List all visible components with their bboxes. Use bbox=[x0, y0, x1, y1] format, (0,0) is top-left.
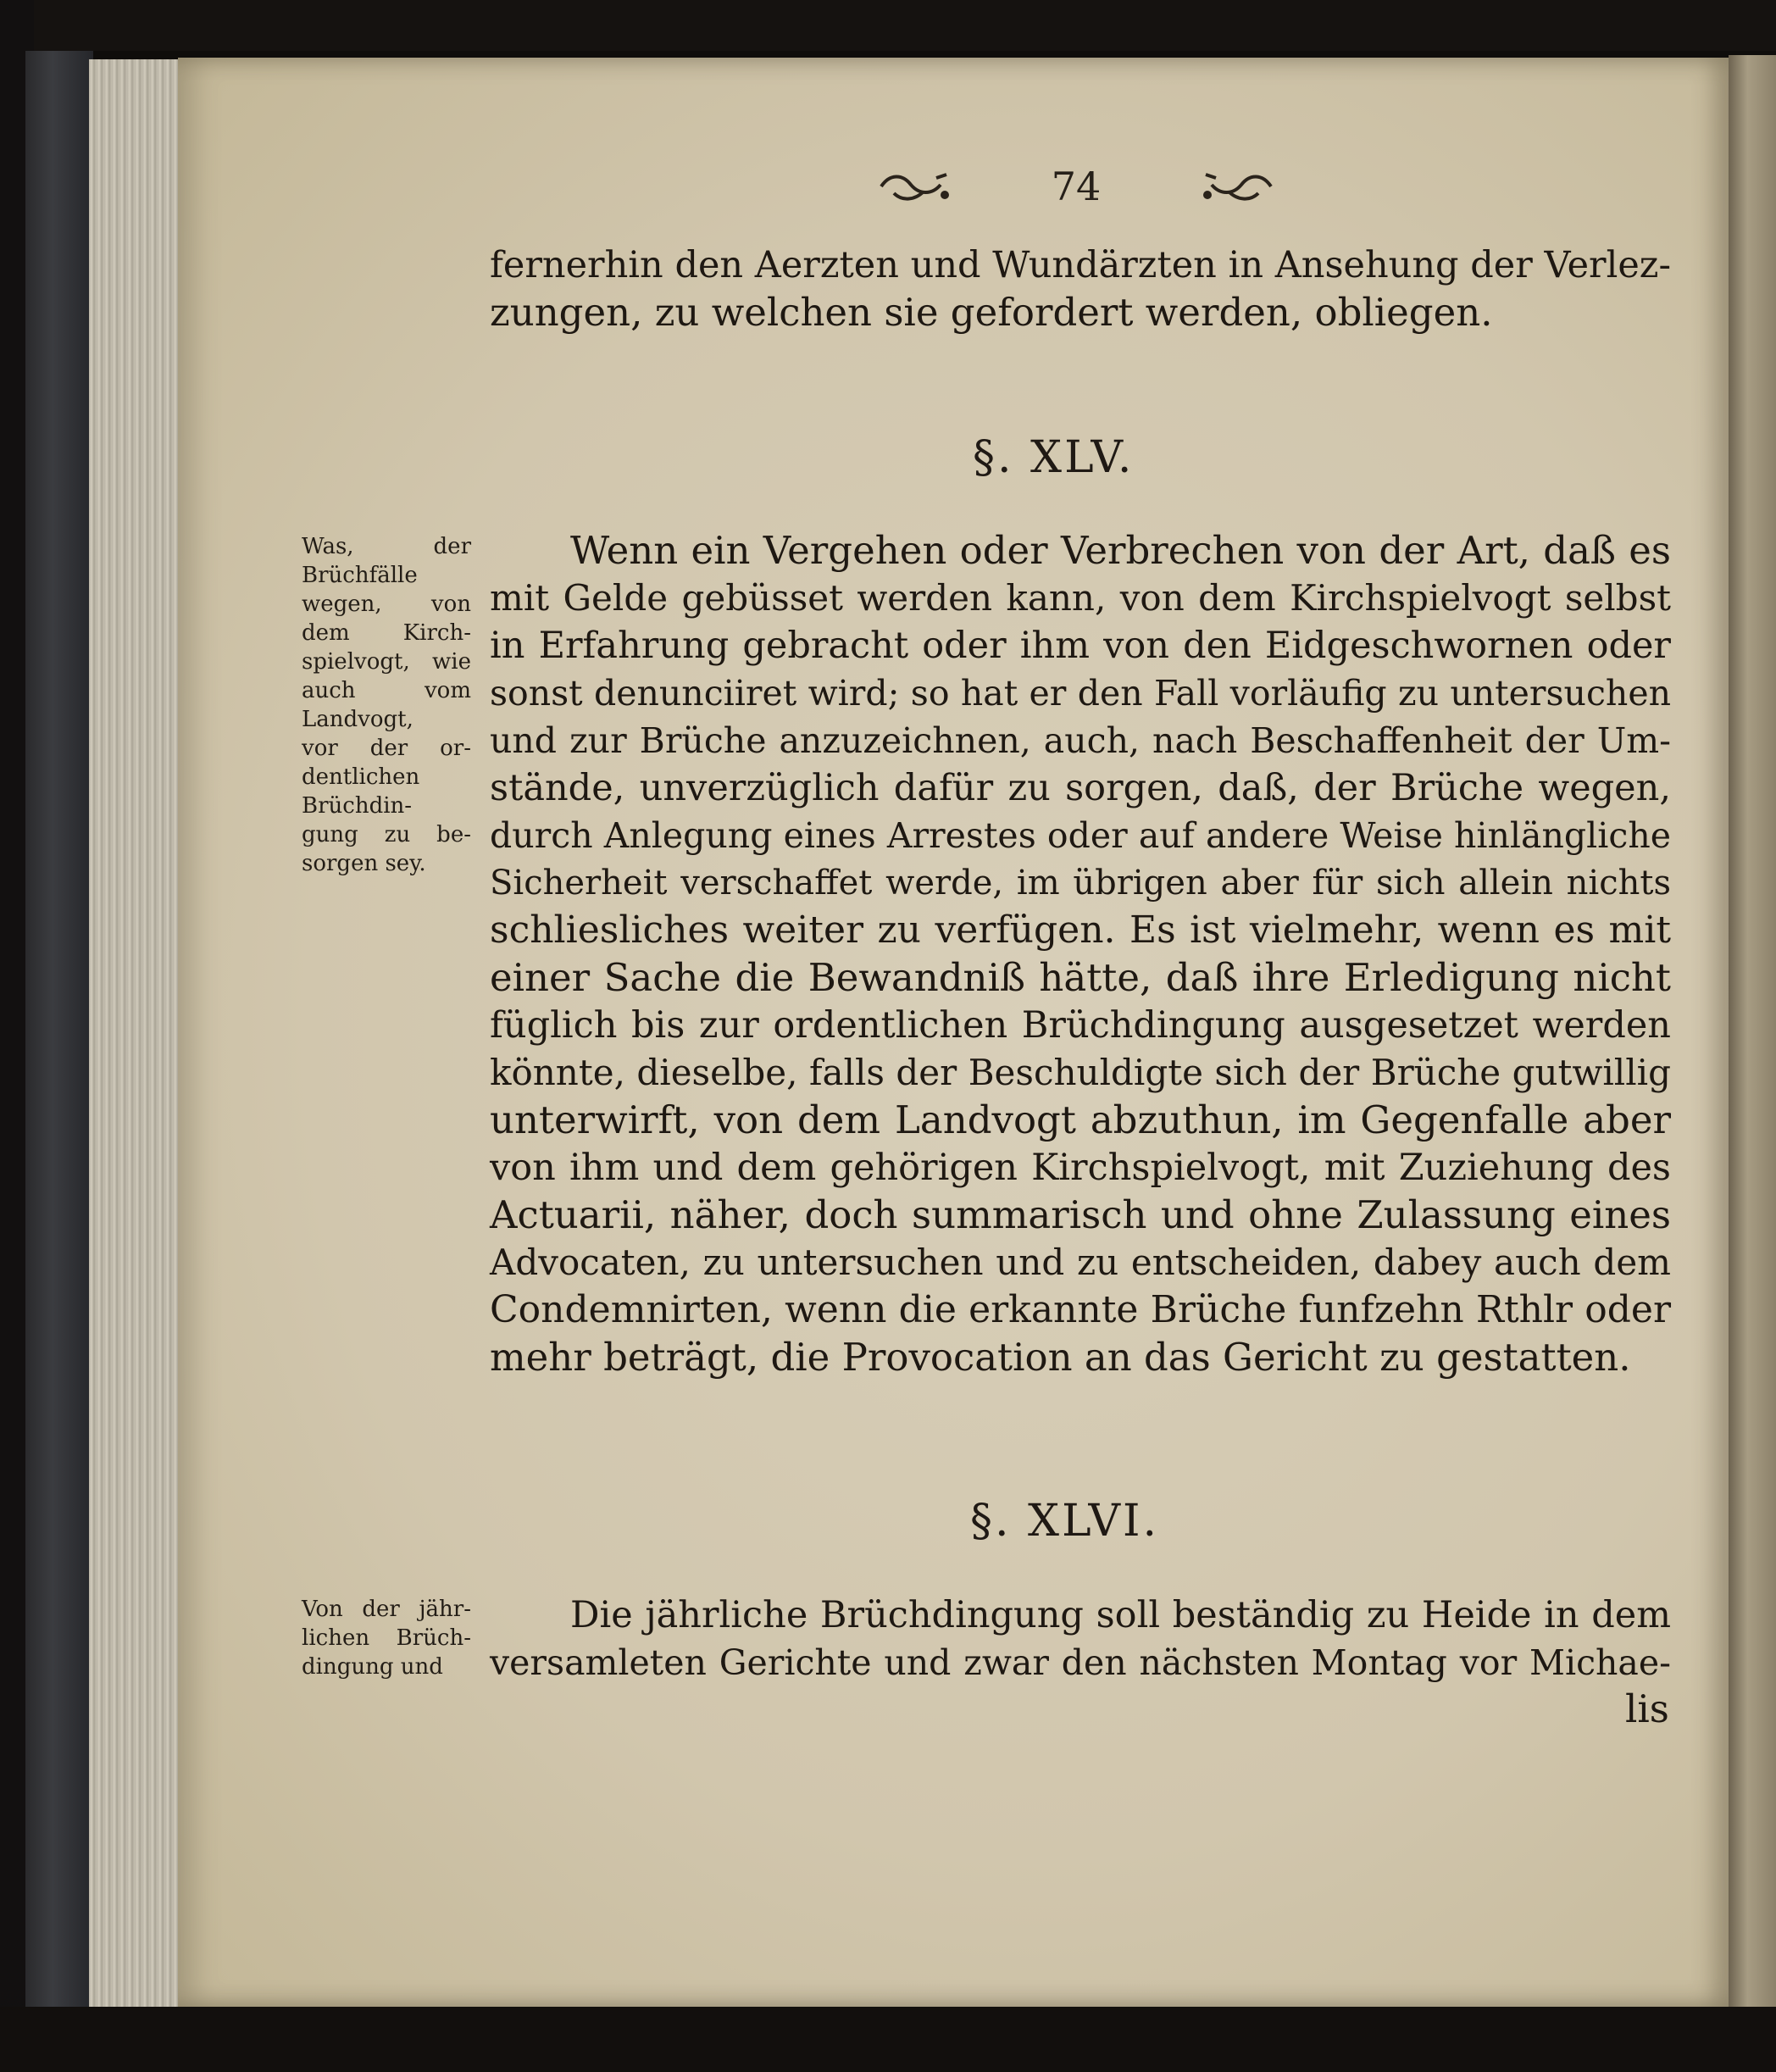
scan-frame-top bbox=[0, 0, 1776, 51]
marginal-note-xlvi bbox=[302, 1595, 471, 1681]
marginal-line: vor der or- bbox=[302, 736, 471, 761]
text-line: Condemnirten, wenn die erkannte Brüche funfzehn Rthlr oder bbox=[490, 1288, 1671, 1331]
section-title-xlvi: §. XLVI. bbox=[970, 1496, 1160, 1547]
text-line: und zur Brüche anzuzeichnen, auch, nach Beschaffenheit der Um- bbox=[490, 720, 1671, 761]
marginal-line: Brüchfälle bbox=[302, 563, 418, 588]
marginal-line: sorgen sey. bbox=[302, 851, 426, 876]
text-line: versamleten Gerichte und zwar den nächsten Montag vor Michae- bbox=[490, 1642, 1671, 1683]
text-line: durch Anlegung eines Arrestes oder auf andere Weise hinlängliche bbox=[490, 815, 1671, 856]
catchword: lis bbox=[1625, 1686, 1669, 1731]
page-number: 74 bbox=[1051, 164, 1102, 209]
marginal-line: dem Kirch- bbox=[302, 620, 471, 646]
paragraph-xlv bbox=[490, 527, 1671, 1381]
text-line: Wenn ein Vergehen oder Verbrechen von der Art, daß es bbox=[570, 528, 1671, 573]
text-line: könnte, dieselbe, falls der Beschuldigte sich der Brüche gutwillig bbox=[490, 1052, 1671, 1093]
text-line: schliesliches weiter zu verfügen. Es ist vielmehr, wenn es mit bbox=[490, 908, 1671, 952]
text-line: sonst denunciiret wird; so hat er den Fall vorläufig zu untersuchen bbox=[490, 673, 1671, 714]
book-binding bbox=[25, 51, 93, 2030]
text-line: in Erfahrung gebracht oder ihm von den Eidgeschwornen oder bbox=[490, 625, 1671, 667]
paragraph-xlvi bbox=[490, 1591, 1671, 1686]
marginal-note-xlv bbox=[302, 532, 471, 878]
text-line: unterwirft, von dem Landvogt abzuthun, im Gegenfalle aber bbox=[490, 1097, 1671, 1142]
marginal-line: gung zu be- bbox=[302, 822, 471, 847]
running-header bbox=[877, 157, 1275, 216]
text-line: mit Gelde gebüsset werden kann, von dem Kirchspielvogt selbst bbox=[490, 577, 1671, 619]
text-line: zungen, zu welchen sie gefordert werden, obliegen. bbox=[490, 290, 1493, 335]
marginal-line: Landvogt, bbox=[302, 707, 413, 732]
right-ornament-icon bbox=[1199, 169, 1275, 203]
text-line: Sicherheit verschaffet werde, im übrigen aber für sich allein nichts bbox=[490, 864, 1671, 903]
scan-frame-bottom bbox=[0, 2007, 1776, 2072]
section-title-xlv: §. XLV. bbox=[973, 432, 1135, 483]
marginal-line: dentlichen bbox=[302, 764, 420, 790]
text-line: einer Sache die Bewandniß hätte, daß ihre Erledigung nicht bbox=[490, 955, 1671, 1000]
text-line: füglich bis zur ordentlichen Brüchdingung ausgesetzet werden bbox=[490, 1004, 1671, 1047]
text-line: Advocaten, zu untersuchen und zu entscheiden, dabey auch dem bbox=[490, 1242, 1671, 1283]
text-line: stände, unverzüglich dafür zu sorgen, daß, der Brüche wegen, bbox=[490, 767, 1671, 809]
continuation-paragraph bbox=[490, 242, 1671, 336]
marginal-line: wegen, von bbox=[302, 592, 471, 617]
text-line: Actuarii, näher, doch summarisch und ohne Zulassung eines bbox=[490, 1192, 1671, 1237]
text-line: von ihm und dem gehörigen Kirchspielvogt, mit Zuziehung des bbox=[490, 1147, 1671, 1189]
text-line: mehr beträgt, die Provocation an das Gericht zu gestatten. bbox=[490, 1335, 1631, 1380]
text-line: fernerhin den Aerzten und Wundärzten in Ansehung der Verlez- bbox=[490, 244, 1671, 286]
marginal-line: auch vom bbox=[302, 678, 471, 703]
marginal-line: Was, der bbox=[302, 534, 471, 559]
next-leaf-edge bbox=[1729, 55, 1776, 2030]
marginal-line: dingung und bbox=[302, 1654, 443, 1680]
page-edges bbox=[89, 59, 186, 2025]
left-ornament-icon bbox=[877, 169, 953, 203]
marginal-line: Brüchdin- bbox=[302, 793, 413, 819]
marginal-line: Von der jähr- bbox=[302, 1597, 471, 1622]
marginal-line: lichen Brüch- bbox=[302, 1625, 471, 1651]
text-line: Die jährliche Brüchdingung soll beständig zu Heide in dem bbox=[570, 1594, 1671, 1636]
marginal-line: spielvogt, wie bbox=[302, 649, 471, 675]
